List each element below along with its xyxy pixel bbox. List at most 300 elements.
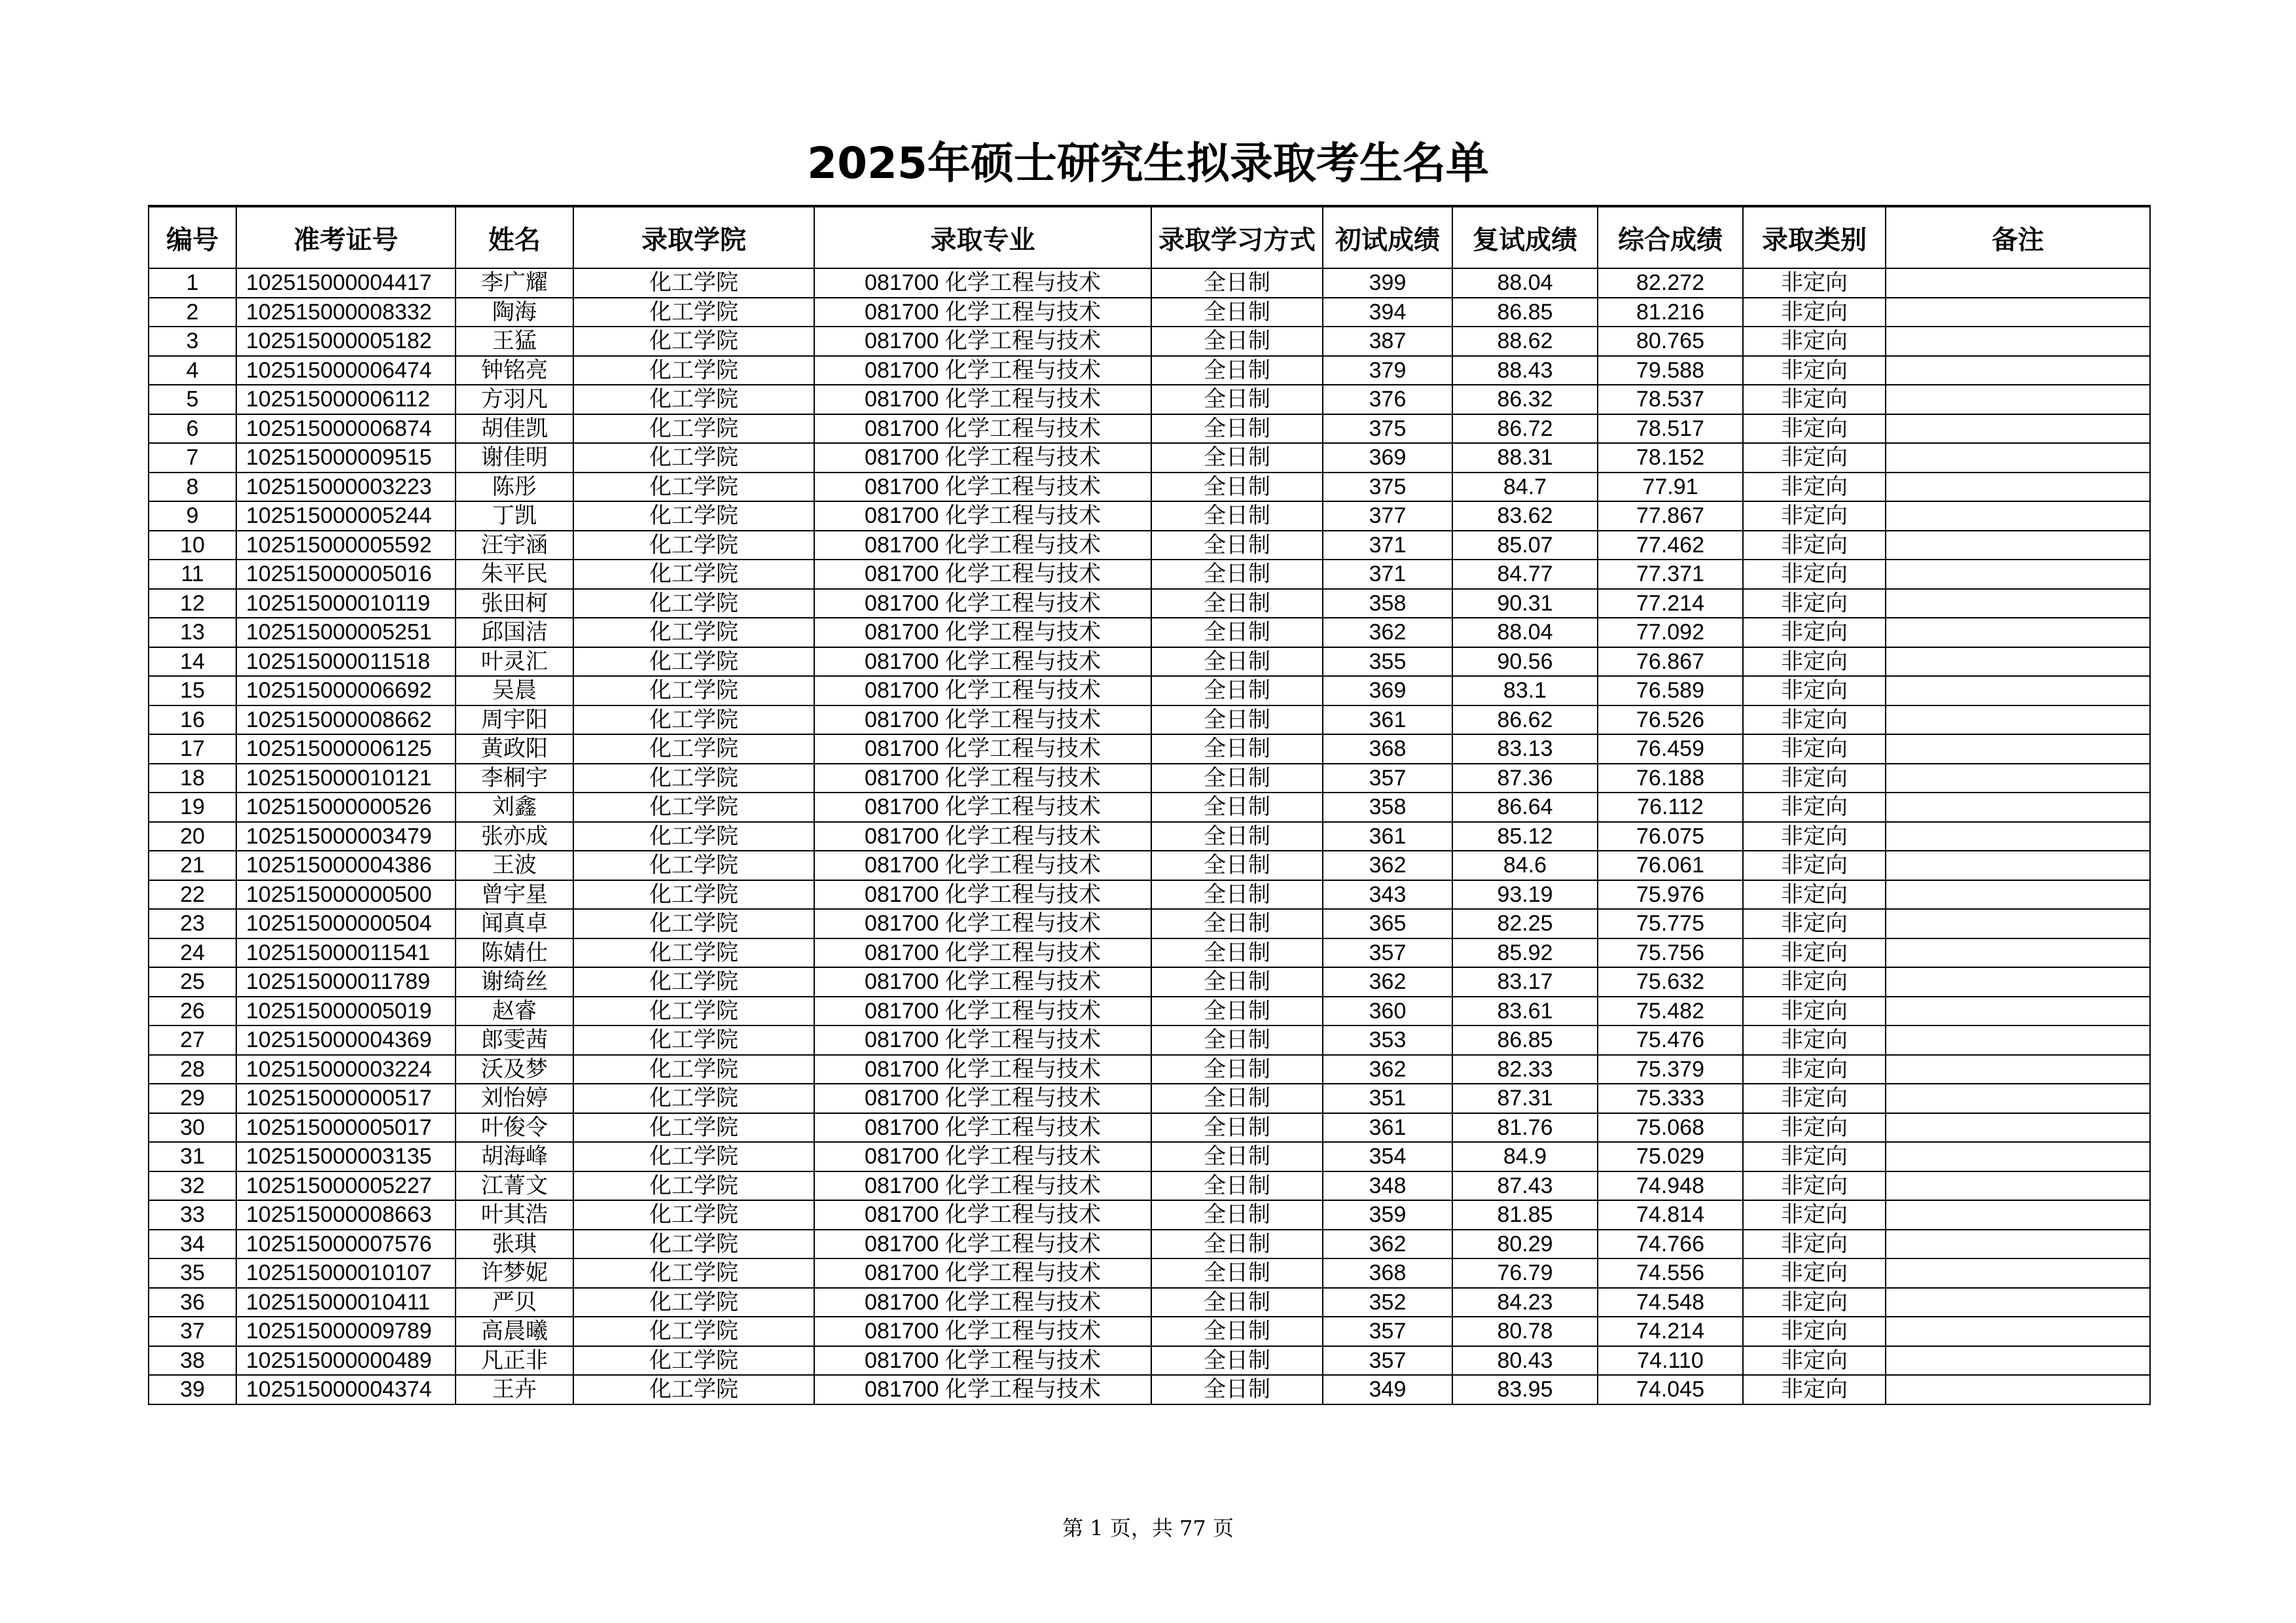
retest-score-cell: 90.56 (1452, 647, 1598, 677)
retest-score-cell: 82.25 (1452, 909, 1598, 938)
major-cell: 081700 化学工程与技术 (814, 1346, 1151, 1376)
ticket-cell: 102515000005182 (236, 327, 456, 356)
major-cell: 081700 化学工程与技术 (814, 1113, 1151, 1143)
retest-score-cell: 80.43 (1452, 1346, 1598, 1376)
study-mode-cell: 全日制 (1151, 909, 1323, 938)
study-mode-cell: 全日制 (1151, 589, 1323, 618)
total-score-cell: 77.867 (1598, 501, 1743, 531)
total-score-cell: 76.188 (1598, 764, 1743, 793)
retest-score-cell: 80.78 (1452, 1317, 1598, 1346)
col-header-study-mode: 录取学习方式 (1151, 206, 1323, 268)
category-cell: 非定向 (1743, 1142, 1886, 1171)
retest-score-cell: 88.43 (1452, 356, 1598, 385)
ticket-cell: 102515000004374 (236, 1375, 456, 1404)
name-cell: 李广耀 (456, 268, 573, 298)
major-cell: 081700 化学工程与技术 (814, 385, 1151, 414)
ticket-cell: 102515000010411 (236, 1288, 456, 1317)
col-header-college: 录取学院 (573, 206, 814, 268)
table-row (149, 443, 2150, 473)
remarks-cell (1886, 268, 2150, 298)
remarks-cell (1886, 327, 2150, 356)
major-cell: 081700 化学工程与技术 (814, 851, 1151, 880)
college-cell: 化工学院 (573, 880, 814, 910)
major-cell: 081700 化学工程与技术 (814, 1171, 1151, 1201)
college-cell: 化工学院 (573, 268, 814, 298)
major-cell: 081700 化学工程与技术 (814, 676, 1151, 705)
retest-score-cell: 84.77 (1452, 560, 1598, 589)
name-cell: 邱国洁 (456, 618, 573, 647)
number-cell: 6 (149, 414, 236, 444)
table-row (149, 1200, 2150, 1230)
remarks-cell (1886, 414, 2150, 444)
category-cell: 非定向 (1743, 822, 1886, 851)
table-row (149, 1317, 2150, 1346)
retest-score-cell: 86.62 (1452, 705, 1598, 735)
ticket-cell: 102515000005016 (236, 560, 456, 589)
major-cell: 081700 化学工程与技术 (814, 1288, 1151, 1317)
total-score-cell: 75.029 (1598, 1142, 1743, 1171)
category-cell: 非定向 (1743, 793, 1886, 822)
col-header-name: 姓名 (456, 206, 573, 268)
category-cell: 非定向 (1743, 1200, 1886, 1230)
initial-score-cell: 357 (1323, 1317, 1452, 1346)
name-cell: 陈婧仕 (456, 938, 573, 968)
retest-score-cell: 86.64 (1452, 793, 1598, 822)
initial-score-cell: 379 (1323, 356, 1452, 385)
remarks-cell (1886, 356, 2150, 385)
number-cell: 32 (149, 1171, 236, 1201)
table-row (149, 473, 2150, 502)
college-cell: 化工学院 (573, 618, 814, 647)
total-score-cell: 74.045 (1598, 1375, 1743, 1404)
college-cell: 化工学院 (573, 1055, 814, 1084)
category-cell: 非定向 (1743, 1258, 1886, 1288)
retest-score-cell: 87.43 (1452, 1171, 1598, 1201)
remarks-cell (1886, 822, 2150, 851)
name-cell: 许梦妮 (456, 1258, 573, 1288)
retest-score-cell: 81.85 (1452, 1200, 1598, 1230)
study-mode-cell: 全日制 (1151, 385, 1323, 414)
initial-score-cell: 361 (1323, 705, 1452, 735)
category-cell: 非定向 (1743, 327, 1886, 356)
category-cell: 非定向 (1743, 1055, 1886, 1084)
total-score-cell: 76.075 (1598, 822, 1743, 851)
total-score-cell: 78.152 (1598, 443, 1743, 473)
study-mode-cell: 全日制 (1151, 531, 1323, 560)
college-cell: 化工学院 (573, 967, 814, 997)
table-row (149, 938, 2150, 968)
total-score-cell: 76.061 (1598, 851, 1743, 880)
college-cell: 化工学院 (573, 851, 814, 880)
table-row (149, 909, 2150, 938)
number-cell: 17 (149, 734, 236, 764)
ticket-cell: 102515000006125 (236, 734, 456, 764)
total-score-cell: 74.814 (1598, 1200, 1743, 1230)
retest-score-cell: 83.13 (1452, 734, 1598, 764)
ticket-cell: 102515000000504 (236, 909, 456, 938)
category-cell: 非定向 (1743, 268, 1886, 298)
major-cell: 081700 化学工程与技术 (814, 764, 1151, 793)
study-mode-cell: 全日制 (1151, 1171, 1323, 1201)
initial-score-cell: 362 (1323, 618, 1452, 647)
initial-score-cell: 358 (1323, 793, 1452, 822)
total-score-cell: 74.766 (1598, 1230, 1743, 1259)
major-cell: 081700 化学工程与技术 (814, 1142, 1151, 1171)
category-cell: 非定向 (1743, 298, 1886, 327)
table-row (149, 705, 2150, 735)
number-cell: 16 (149, 705, 236, 735)
college-cell: 化工学院 (573, 589, 814, 618)
table-row (149, 1084, 2150, 1113)
major-cell: 081700 化学工程与技术 (814, 1055, 1151, 1084)
name-cell: 方羽凡 (456, 385, 573, 414)
total-score-cell: 75.482 (1598, 997, 1743, 1026)
major-cell: 081700 化学工程与技术 (814, 298, 1151, 327)
initial-score-cell: 365 (1323, 909, 1452, 938)
initial-score-cell: 359 (1323, 1200, 1452, 1230)
major-cell: 081700 化学工程与技术 (814, 443, 1151, 473)
ticket-cell: 102515000004417 (236, 268, 456, 298)
college-cell: 化工学院 (573, 501, 814, 531)
college-cell: 化工学院 (573, 531, 814, 560)
initial-score-cell: 375 (1323, 414, 1452, 444)
initial-score-cell: 357 (1323, 764, 1452, 793)
college-cell: 化工学院 (573, 822, 814, 851)
number-cell: 25 (149, 967, 236, 997)
remarks-cell (1886, 1317, 2150, 1346)
initial-score-cell: 343 (1323, 880, 1452, 910)
total-score-cell: 78.537 (1598, 385, 1743, 414)
retest-score-cell: 85.12 (1452, 822, 1598, 851)
study-mode-cell: 全日制 (1151, 705, 1323, 735)
initial-score-cell: 371 (1323, 560, 1452, 589)
table-row (149, 385, 2150, 414)
total-score-cell: 75.068 (1598, 1113, 1743, 1143)
ticket-cell: 102515000003479 (236, 822, 456, 851)
category-cell: 非定向 (1743, 531, 1886, 560)
study-mode-cell: 全日制 (1151, 1230, 1323, 1259)
name-cell: 闻真卓 (456, 909, 573, 938)
major-cell: 081700 化学工程与技术 (814, 618, 1151, 647)
ticket-cell: 102515000005592 (236, 531, 456, 560)
initial-score-cell: 387 (1323, 327, 1452, 356)
category-cell: 非定向 (1743, 1288, 1886, 1317)
initial-score-cell: 377 (1323, 501, 1452, 531)
initial-score-cell: 351 (1323, 1084, 1452, 1113)
study-mode-cell: 全日制 (1151, 473, 1323, 502)
name-cell: 王卉 (456, 1375, 573, 1404)
category-cell: 非定向 (1743, 764, 1886, 793)
remarks-cell (1886, 618, 2150, 647)
ticket-cell: 102515000005017 (236, 1113, 456, 1143)
number-cell: 12 (149, 589, 236, 618)
study-mode-cell: 全日制 (1151, 1288, 1323, 1317)
ticket-cell: 102515000009515 (236, 443, 456, 473)
number-cell: 11 (149, 560, 236, 589)
retest-score-cell: 88.62 (1452, 327, 1598, 356)
number-cell: 9 (149, 501, 236, 531)
table-row (149, 793, 2150, 822)
college-cell: 化工学院 (573, 1200, 814, 1230)
study-mode-cell: 全日制 (1151, 501, 1323, 531)
ticket-cell: 102515000005251 (236, 618, 456, 647)
college-cell: 化工学院 (573, 1113, 814, 1143)
initial-score-cell: 376 (1323, 385, 1452, 414)
retest-score-cell: 86.85 (1452, 298, 1598, 327)
number-cell: 24 (149, 938, 236, 968)
table-row (149, 734, 2150, 764)
table-row (149, 1288, 2150, 1317)
category-cell: 非定向 (1743, 560, 1886, 589)
remarks-cell (1886, 1171, 2150, 1201)
remarks-cell (1886, 1375, 2150, 1404)
ticket-cell: 102515000005244 (236, 501, 456, 531)
initial-score-cell: 355 (1323, 647, 1452, 677)
category-cell: 非定向 (1743, 1113, 1886, 1143)
study-mode-cell: 全日制 (1151, 443, 1323, 473)
name-cell: 陈彤 (456, 473, 573, 502)
initial-score-cell: 369 (1323, 443, 1452, 473)
number-cell: 23 (149, 909, 236, 938)
study-mode-cell: 全日制 (1151, 764, 1323, 793)
initial-score-cell: 349 (1323, 1375, 1452, 1404)
retest-score-cell: 81.76 (1452, 1113, 1598, 1143)
retest-score-cell: 83.62 (1452, 501, 1598, 531)
retest-score-cell: 87.36 (1452, 764, 1598, 793)
name-cell: 赵睿 (456, 997, 573, 1026)
table-row (149, 268, 2150, 298)
study-mode-cell: 全日制 (1151, 327, 1323, 356)
retest-score-cell: 85.92 (1452, 938, 1598, 968)
study-mode-cell: 全日制 (1151, 356, 1323, 385)
remarks-cell (1886, 385, 2150, 414)
col-header-category: 录取类别 (1743, 206, 1886, 268)
name-cell: 叶灵汇 (456, 647, 573, 677)
table-row (149, 822, 2150, 851)
college-cell: 化工学院 (573, 705, 814, 735)
name-cell: 胡佳凯 (456, 414, 573, 444)
study-mode-cell: 全日制 (1151, 1200, 1323, 1230)
table-row (149, 618, 2150, 647)
number-cell: 20 (149, 822, 236, 851)
table-row (149, 1346, 2150, 1376)
table-row (149, 589, 2150, 618)
number-cell: 14 (149, 647, 236, 677)
major-cell: 081700 化学工程与技术 (814, 1317, 1151, 1346)
retest-score-cell: 84.7 (1452, 473, 1598, 502)
retest-score-cell: 87.31 (1452, 1084, 1598, 1113)
name-cell: 周宇阳 (456, 705, 573, 735)
study-mode-cell: 全日制 (1151, 1142, 1323, 1171)
total-score-cell: 76.867 (1598, 647, 1743, 677)
ticket-cell: 102515000006692 (236, 676, 456, 705)
table-row (149, 1258, 2150, 1288)
total-score-cell: 78.517 (1598, 414, 1743, 444)
category-cell: 非定向 (1743, 1084, 1886, 1113)
major-cell: 081700 化学工程与技术 (814, 1375, 1151, 1404)
remarks-cell (1886, 997, 2150, 1026)
total-score-cell: 81.216 (1598, 298, 1743, 327)
number-cell: 2 (149, 298, 236, 327)
college-cell: 化工学院 (573, 1026, 814, 1055)
number-cell: 5 (149, 385, 236, 414)
remarks-cell (1886, 793, 2150, 822)
initial-score-cell: 353 (1323, 1026, 1452, 1055)
college-cell: 化工学院 (573, 443, 814, 473)
study-mode-cell: 全日制 (1151, 1113, 1323, 1143)
ticket-cell: 102515000005019 (236, 997, 456, 1026)
table-row (149, 298, 2150, 327)
ticket-cell: 102515000011518 (236, 647, 456, 677)
number-cell: 22 (149, 880, 236, 910)
college-cell: 化工学院 (573, 1171, 814, 1201)
admission-table (148, 205, 2151, 1405)
table-row (149, 1230, 2150, 1259)
name-cell: 丁凯 (456, 501, 573, 531)
retest-score-cell: 83.95 (1452, 1375, 1598, 1404)
college-cell: 化工学院 (573, 414, 814, 444)
remarks-cell (1886, 938, 2150, 968)
retest-score-cell: 83.17 (1452, 967, 1598, 997)
table-row (149, 1142, 2150, 1171)
total-score-cell: 74.548 (1598, 1288, 1743, 1317)
number-cell: 19 (149, 793, 236, 822)
major-cell: 081700 化学工程与技术 (814, 356, 1151, 385)
total-score-cell: 74.948 (1598, 1171, 1743, 1201)
remarks-cell (1886, 298, 2150, 327)
number-cell: 10 (149, 531, 236, 560)
remarks-cell (1886, 647, 2150, 677)
number-cell: 15 (149, 676, 236, 705)
category-cell: 非定向 (1743, 1026, 1886, 1055)
retest-score-cell: 84.6 (1452, 851, 1598, 880)
retest-score-cell: 93.19 (1452, 880, 1598, 910)
remarks-cell (1886, 501, 2150, 531)
col-header-total-score: 综合成绩 (1598, 206, 1743, 268)
study-mode-cell: 全日制 (1151, 298, 1323, 327)
number-cell: 28 (149, 1055, 236, 1084)
ticket-cell: 102515000010121 (236, 764, 456, 793)
name-cell: 严贝 (456, 1288, 573, 1317)
initial-score-cell: 362 (1323, 967, 1452, 997)
remarks-cell (1886, 676, 2150, 705)
total-score-cell: 75.333 (1598, 1084, 1743, 1113)
total-score-cell: 77.214 (1598, 589, 1743, 618)
table-row (149, 1026, 2150, 1055)
remarks-cell (1886, 531, 2150, 560)
initial-score-cell: 352 (1323, 1288, 1452, 1317)
initial-score-cell: 362 (1323, 851, 1452, 880)
college-cell: 化工学院 (573, 764, 814, 793)
number-cell: 8 (149, 473, 236, 502)
study-mode-cell: 全日制 (1151, 1375, 1323, 1404)
number-cell: 18 (149, 764, 236, 793)
remarks-cell (1886, 1055, 2150, 1084)
category-cell: 非定向 (1743, 938, 1886, 968)
ticket-cell: 102515000005227 (236, 1171, 456, 1201)
number-cell: 21 (149, 851, 236, 880)
name-cell: 陶海 (456, 298, 573, 327)
number-cell: 36 (149, 1288, 236, 1317)
category-cell: 非定向 (1743, 473, 1886, 502)
initial-score-cell: 357 (1323, 938, 1452, 968)
study-mode-cell: 全日制 (1151, 618, 1323, 647)
major-cell: 081700 化学工程与技术 (814, 473, 1151, 502)
major-cell: 081700 化学工程与技术 (814, 560, 1151, 589)
remarks-cell (1886, 967, 2150, 997)
remarks-cell (1886, 1142, 2150, 1171)
initial-score-cell: 368 (1323, 1258, 1452, 1288)
ticket-cell: 102515000003223 (236, 473, 456, 502)
retest-score-cell: 88.31 (1452, 443, 1598, 473)
college-cell: 化工学院 (573, 1258, 814, 1288)
name-cell: 王波 (456, 851, 573, 880)
category-cell: 非定向 (1743, 1230, 1886, 1259)
category-cell: 非定向 (1743, 501, 1886, 531)
initial-score-cell: 375 (1323, 473, 1452, 502)
table-row (149, 501, 2150, 531)
study-mode-cell: 全日制 (1151, 647, 1323, 677)
initial-score-cell: 358 (1323, 589, 1452, 618)
remarks-cell (1886, 1258, 2150, 1288)
study-mode-cell: 全日制 (1151, 1258, 1323, 1288)
major-cell: 081700 化学工程与技术 (814, 1230, 1151, 1259)
major-cell: 081700 化学工程与技术 (814, 647, 1151, 677)
total-score-cell: 75.756 (1598, 938, 1743, 968)
college-cell: 化工学院 (573, 385, 814, 414)
number-cell: 31 (149, 1142, 236, 1171)
ticket-cell: 102515000007576 (236, 1230, 456, 1259)
college-cell: 化工学院 (573, 938, 814, 968)
major-cell: 081700 化学工程与技术 (814, 1200, 1151, 1230)
remarks-cell (1886, 1026, 2150, 1055)
study-mode-cell: 全日制 (1151, 997, 1323, 1026)
college-cell: 化工学院 (573, 909, 814, 938)
initial-score-cell: 361 (1323, 822, 1452, 851)
major-cell: 081700 化学工程与技术 (814, 589, 1151, 618)
study-mode-cell: 全日制 (1151, 1317, 1323, 1346)
study-mode-cell: 全日制 (1151, 793, 1323, 822)
table-row (149, 560, 2150, 589)
number-cell: 27 (149, 1026, 236, 1055)
major-cell: 081700 化学工程与技术 (814, 997, 1151, 1026)
major-cell: 081700 化学工程与技术 (814, 909, 1151, 938)
category-cell: 非定向 (1743, 356, 1886, 385)
number-cell: 7 (149, 443, 236, 473)
name-cell: 郎雯茜 (456, 1026, 573, 1055)
remarks-cell (1886, 1084, 2150, 1113)
table-row (149, 327, 2150, 356)
college-cell: 化工学院 (573, 793, 814, 822)
col-header-retest-score: 复试成绩 (1452, 206, 1598, 268)
college-cell: 化工学院 (573, 298, 814, 327)
name-cell: 胡海峰 (456, 1142, 573, 1171)
total-score-cell: 79.588 (1598, 356, 1743, 385)
retest-score-cell: 83.61 (1452, 997, 1598, 1026)
name-cell: 李桐宇 (456, 764, 573, 793)
number-cell: 13 (149, 618, 236, 647)
name-cell: 钟铭亮 (456, 356, 573, 385)
col-header-major: 录取专业 (814, 206, 1151, 268)
name-cell: 朱平民 (456, 560, 573, 589)
college-cell: 化工学院 (573, 1288, 814, 1317)
ticket-cell: 102515000008662 (236, 705, 456, 735)
number-cell: 1 (149, 268, 236, 298)
number-cell: 33 (149, 1200, 236, 1230)
ticket-cell: 102515000003224 (236, 1055, 456, 1084)
retest-score-cell: 86.32 (1452, 385, 1598, 414)
number-cell: 39 (149, 1375, 236, 1404)
